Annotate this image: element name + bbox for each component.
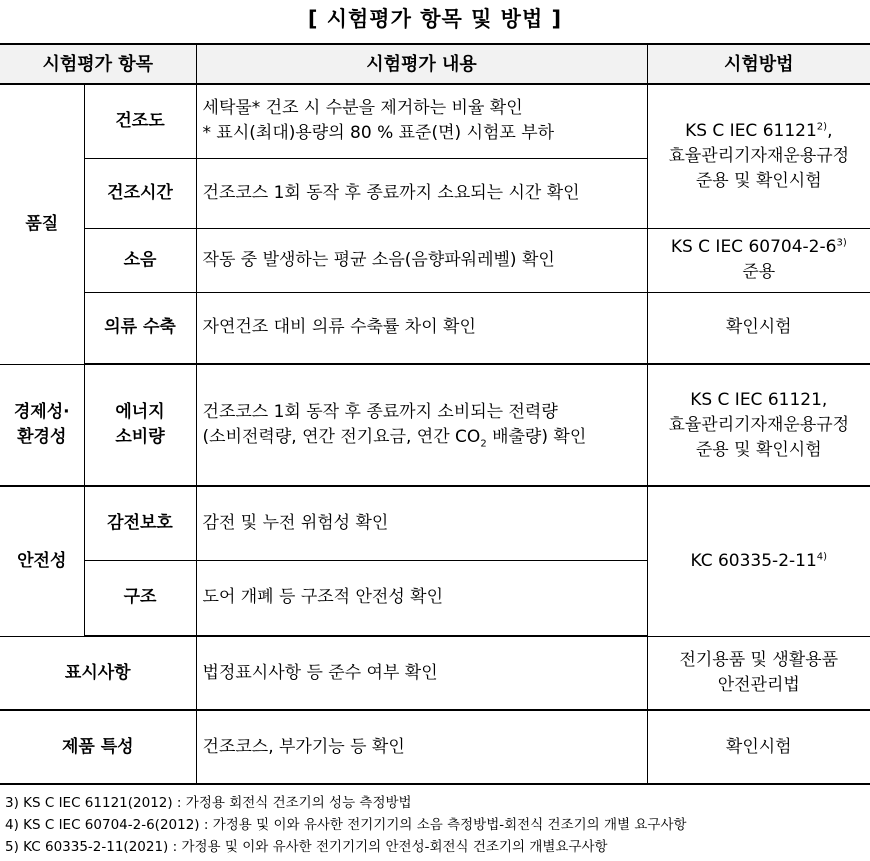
content-dryness (196, 84, 647, 158)
method-noise-line2: 준용 (742, 262, 776, 282)
item-energy-line2: 소비량 (115, 427, 165, 447)
table-header-row (0, 44, 870, 84)
group-quality: 품질 (0, 84, 84, 364)
group-economy-line1: 경제성· (13, 401, 70, 422)
item-dry-time: 건조시간 (84, 158, 196, 228)
method-dryness-line2: 효율관리기자재운용규정 (668, 145, 850, 166)
method-safety (647, 486, 870, 636)
method-shrink: 확인시험 (647, 292, 870, 364)
group-economy-line2: 환경성 (17, 426, 67, 447)
method-noise (647, 228, 870, 292)
header-method: 시험방법 (647, 44, 870, 84)
group-economy (0, 364, 84, 486)
footnote-4: 4) KS C IEC 60704-2-6(2012) : 가정용 및 이와 유사한 전기기기의 소음 측정방법-회전식 건조기의 개별 요구사항 (5, 817, 687, 833)
table-row (0, 364, 870, 486)
content-dryness-line1: 세탁물* 건조 시 수분을 제거하는 비율 확인 (202, 98, 523, 119)
content-dryness-line2: * 표시(최대)용량의 80 % 표준(면) 시험포 부하 (202, 123, 555, 144)
item-dryness: 건조도 (84, 84, 196, 158)
content-shock: 감전 및 누전 위험성 확인 (196, 486, 647, 560)
table-row (0, 486, 870, 560)
method-safety-text: KC 60335-2-11 (690, 550, 817, 571)
page-title: [ 시험평가 항목 및 방법 ] (307, 7, 563, 31)
table-row (0, 84, 870, 158)
group-safety: 안전성 (0, 486, 84, 636)
item-features: 제품 특성 (0, 710, 196, 784)
table-row (0, 710, 870, 784)
item-shock: 감전보호 (84, 486, 196, 560)
method-label-line1: 전기용품 및 생활용품 (679, 649, 839, 670)
item-structure: 구조 (84, 560, 196, 636)
content-features: 건조코스, 부가기능 등 확인 (196, 710, 647, 784)
content-structure: 도어 개폐 등 구조적 안전성 확인 (196, 560, 647, 636)
footnote-5: 5) KC 60335-2-11(2021) : 가정용 및 이와 유사한 전기기기의 안전성-회전식 건조기의 개별요구사항 (5, 839, 608, 855)
content-energy-co2-sub: 2 (480, 438, 487, 450)
item-shrink: 의류 수축 (84, 292, 196, 364)
item-energy-line1: 에너지 (115, 402, 165, 422)
footnotes (0, 792, 870, 858)
content-shrink: 자연건조 대비 의류 수축률 차이 확인 (196, 292, 647, 364)
method-energy-line1: KS C IEC 61121, (690, 389, 828, 410)
content-noise: 작동 중 발생하는 평균 소음(음향파워레벨) 확인 (196, 228, 647, 292)
method-energy (647, 364, 870, 486)
item-label: 표시사항 (0, 636, 196, 710)
table-row (0, 228, 870, 292)
content-energy-line2b: 배출량) 확인 (486, 427, 587, 447)
method-features: 확인시험 (647, 710, 870, 784)
content-energy-line1: 건조코스 1회 동작 후 종료까지 소비되는 전력량 (202, 402, 558, 422)
table-row (0, 292, 870, 364)
method-dryness-line1: KS C IEC 61121 (685, 120, 817, 141)
footnote-3: 3) KS C IEC 61121(2012) : 가정용 회전식 건조기의 성능 측정방법 (5, 795, 412, 811)
method-label-line2: 안전관리법 (717, 674, 800, 695)
method-dryness (647, 84, 870, 228)
method-dryness-footnote: 2) (816, 121, 828, 133)
item-energy (84, 364, 196, 486)
method-noise-line1: KS C IEC 60704-2-6 (670, 237, 837, 257)
content-dry-time: 건조코스 1회 동작 후 종료까지 소요되는 시간 확인 (196, 158, 647, 228)
header-category-item: 시험평가 항목 (0, 44, 196, 84)
method-energy-line3: 준용 및 확인시험 (695, 439, 822, 460)
method-label (647, 636, 870, 710)
item-noise: 소음 (84, 228, 196, 292)
header-content: 시험평가 내용 (196, 44, 647, 84)
method-noise-footnote: 3) (836, 237, 847, 249)
table-row (0, 636, 870, 710)
method-energy-line2: 효율관리기자재운용규정 (668, 414, 850, 435)
content-energy (196, 364, 647, 486)
method-dryness-line1-tail: , (827, 120, 833, 141)
test-evaluation-table (0, 43, 870, 785)
content-energy-line2a: (소비전력량, 연간 전기요금, 연간 CO (202, 427, 481, 447)
method-dryness-line3: 준용 및 확인시험 (695, 170, 822, 191)
content-label: 법정표시사항 등 준수 여부 확인 (196, 636, 647, 710)
method-safety-footnote: 4) (816, 551, 828, 563)
